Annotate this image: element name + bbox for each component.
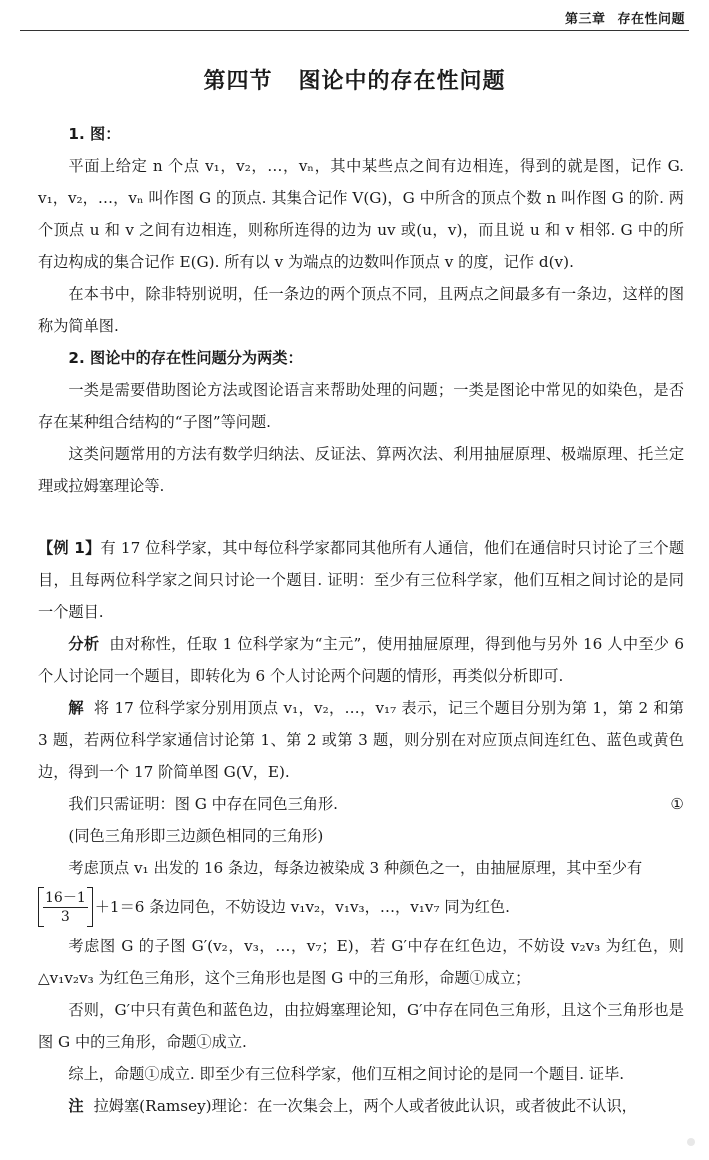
claim-paragraph <box>38 788 684 820</box>
analysis-paragraph <box>38 628 684 692</box>
floor-rest-text: ＋1＝6 条边同色，不妨设边 v₁v₂，v₁v₃，…，v₁v₇ 同为红色. <box>94 898 510 916</box>
page-corner-mark <box>687 1138 695 1146</box>
solution-paragraph <box>38 692 684 788</box>
note-text: 拉姆塞(Ramsey)理论：在一次集会上，两个人或者彼此认识，或者彼此不认识， <box>93 1097 637 1115</box>
paragraph-two-types: 一类是需要借助图论方法或图论语言来帮助处理的问题；一类是图论中常见的如染色，是否存在某种组合结构的“子图”等问题. <box>38 381 684 431</box>
solution-label: 解 <box>68 699 84 717</box>
example-1 <box>38 532 684 628</box>
bracket-corner-bottom <box>87 926 93 927</box>
example-text: 有 17 位科学家，其中每位科学家都同其他所有人通信，他们在通信时只讨论了三个题目，且每两位科学家之间只讨论一个题目. 证明：至少有三位科学家，他们互相之间讨论的是同一个题目. <box>38 539 685 621</box>
running-header <box>565 8 685 27</box>
section-number: 第四节 <box>203 69 273 94</box>
floor-expression-line <box>38 884 684 930</box>
paragraph-simple-graph: 在本书中，除非特别说明，任一条边的两个顶点不同，且两点之间最多有一条边，这样的图称为简单图. <box>38 285 684 335</box>
analysis-text: 由对称性，任取 1 位科学家为“主元”，使用抽屉原理，得到他与另外 16 人中至少 6 个人讨论同一个题目，即转化为 6 个人讨论两个问题的情形，再类似分析即可. <box>38 635 685 685</box>
analysis-label: 分析 <box>68 635 100 653</box>
consider-subgraph-paragraph: 考虑图 G 的子图 G′(v₂，v₃，…，v₇；E)，若 G′中存在红色边，不妨设 v₂v₃ 为红色，则△v₁v₂v₃ 为红色三角形，这个三角形也是图 G 中的三角形，命题①成立； <box>38 937 684 987</box>
bracket-corner-top <box>87 887 93 888</box>
note-paragraph <box>38 1090 684 1122</box>
claim-text: 我们只需证明：图 G 中存在同色三角形. <box>68 795 339 813</box>
claim-note: (同色三角形即三边颜色相同的三角形) <box>68 827 324 845</box>
conclusion-paragraph: 综上，命题①成立. 即至少有三位科学家，他们互相之间讨论的是同一个题目. 证毕. <box>68 1065 625 1083</box>
floor-bracket <box>38 887 93 927</box>
fraction-numerator: 16－1 <box>45 889 86 906</box>
fraction <box>43 889 88 926</box>
otherwise-paragraph: 否则，G′中只有黄色和蓝色边，由拉姆塞理论知，G′中存在同色三角形，且这个三角形也是图 G 中的三角形，命题①成立. <box>38 1001 684 1051</box>
note-label: 注 <box>68 1097 84 1115</box>
section-name: 图论中的存在性问题 <box>298 69 506 94</box>
example-label: 【例 1】 <box>38 539 101 557</box>
chapter-title: 存在性问题 <box>617 12 685 27</box>
paragraph-graph-definition: 平面上给定 n 个点 v₁，v₂，…，vₙ，其中某些点之间有边相连，得到的就是图，记作 G. v₁，v₂，…，vₙ 叫作图 G 的顶点. 其集合记作 V(G)，G 中所含的顶点个数 n 叫作图 G 的阶. 两个顶点 u 和 v 之间有边相连，则称所连得的边为 uv 或(u，v)，而且说 u 和 v 相邻. G 中的所有边构成的集合记作 E(G). 所有以 v 为端点的边数叫作顶点 v 的度，记作 d(v). <box>38 157 684 271</box>
chapter-number: 第三章 <box>564 12 606 27</box>
fraction-denominator: 3 <box>60 908 70 925</box>
body-text <box>38 118 684 1122</box>
paragraph-methods: 这类问题常用的方法有数学归纳法、反证法、算两次法、利用抽屉原理、极端原理、托兰定理或拉姆塞理论等. <box>38 445 684 495</box>
claim-number-mark: ① <box>670 795 684 813</box>
heading-existence-types: 2. 图论中的存在性问题分为两类： <box>68 349 303 367</box>
header-rule <box>20 30 689 31</box>
consider-v1-paragraph: 考虑顶点 v₁ 出发的 16 条边，每条边被染成 3 种颜色之一，由抽屉原理，其中至少有 <box>68 859 643 877</box>
section-title <box>0 64 709 95</box>
spacer <box>38 502 684 532</box>
solution-text: 将 17 位科学家分别用顶点 v₁，v₂，…，v₁₇ 表示，记三个题目分别为第 1，第 2 和第 3 题，若两位科学家通信讨论第 1、第 2 或第 3 题，则分别在对应顶点间连红色、蓝色或黄色边，得到一个 17 阶简单图 G(V，E). <box>38 699 684 781</box>
heading-graph: 1. 图： <box>68 125 121 143</box>
